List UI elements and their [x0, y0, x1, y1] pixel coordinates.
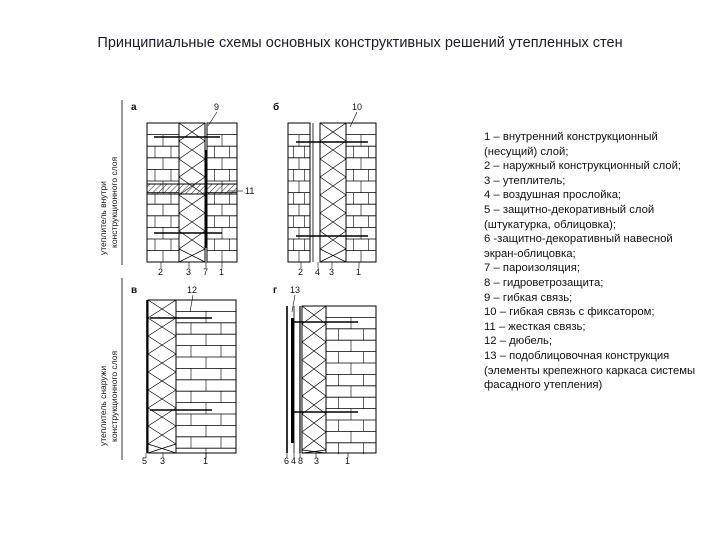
label-b-1: 1 — [356, 267, 362, 277]
legend-item-8: 8 – гидроветрозащита; — [484, 276, 604, 289]
wall-layers — [146, 123, 376, 460]
panel-v-insulation — [148, 300, 176, 453]
callout-11: 11 — [245, 186, 255, 196]
label-b-2: 2 — [298, 267, 304, 277]
label-b-3: 3 — [329, 267, 335, 277]
side-label-top-2: конструкционного слоя — [109, 156, 119, 248]
side-label-top-1: утеплитель внутри — [98, 181, 108, 255]
bottom-labels-v — [142, 456, 208, 466]
label-v-3: 3 — [160, 456, 166, 466]
panel-letter-a: а — [131, 102, 137, 113]
legend-item-10: 10 – гибкая связь с фиксатором; — [484, 306, 655, 319]
label-g-3: 3 — [314, 456, 320, 466]
panel-b-insulation-cross — [320, 123, 346, 262]
label-a-7: 7 — [203, 267, 209, 277]
legend-item-5: 5 – защитно-декоративный слой (штукатурка, облицовка); — [484, 203, 655, 231]
panel-g-insulation — [302, 306, 326, 453]
panel-letter-g: г — [273, 285, 278, 296]
label-a-2: 2 — [158, 267, 164, 277]
label-v-1: 1 — [203, 456, 209, 466]
callout-10: 10 — [352, 102, 363, 112]
label-g-6: 6 — [284, 456, 290, 466]
side-label-bottom-2: конструкционного слоя — [109, 350, 119, 442]
panel-g-subframe — [291, 318, 294, 443]
legend-item-9: 9 – гибкая связь; — [484, 291, 573, 304]
legend-item-6: 6 -защитно-декоративный навесной экран-облицовка; — [484, 233, 673, 260]
label-a-3: 3 — [186, 267, 192, 277]
legend — [484, 130, 709, 393]
leader-9 — [208, 112, 217, 126]
legend-item-4: 4 – воздушная прослойка; — [484, 189, 622, 202]
label-g-1: 1 — [345, 456, 351, 466]
callout-9: 9 — [214, 102, 220, 112]
panel-letter-b: б — [273, 102, 280, 113]
panel-a-rigid-tie — [147, 184, 237, 194]
legend-item-12: 12 – дюбель; — [484, 335, 553, 348]
panel-letter-v: в — [131, 285, 138, 296]
label-a-1: 1 — [219, 267, 225, 277]
label-v-5: 5 — [142, 456, 148, 466]
leader-12 — [190, 295, 193, 312]
label-g-8: 8 — [298, 456, 304, 466]
bottom-labels-g — [284, 456, 350, 466]
bottom-labels-a — [158, 267, 224, 277]
leader-13 — [292, 295, 295, 312]
panel-v-insulation-cross — [148, 300, 176, 453]
legend-item-11: 11 – жесткая связь; — [484, 320, 586, 333]
legend-item-2: 2 – наружный конструкционный слой; — [484, 160, 682, 173]
legend-item-1: 1 – внутренний конструкционный (несущий) слой; — [484, 131, 658, 158]
legend-item-3: 3 – утеплитель; — [484, 174, 566, 187]
side-label-bottom-1: утеплитель снаружи — [98, 365, 108, 446]
page-title: Принципиальные схемы основных конструктивных решений утепленных стен — [97, 35, 623, 51]
legend-item-13: 13 – подоблицовочная конструкция (элементы крепежного каркаса системы фасадного утепления) — [484, 349, 696, 392]
bottom-labels-b — [298, 267, 361, 277]
callout-13: 13 — [290, 285, 301, 295]
legend-item-7: 7 – пароизоляция; — [484, 262, 580, 275]
label-g-4: 4 — [291, 456, 297, 466]
callout-12: 12 — [187, 285, 198, 295]
leader-10 — [350, 112, 357, 127]
panel-g-insulation-cross — [302, 306, 326, 453]
label-b-4: 4 — [315, 267, 321, 277]
